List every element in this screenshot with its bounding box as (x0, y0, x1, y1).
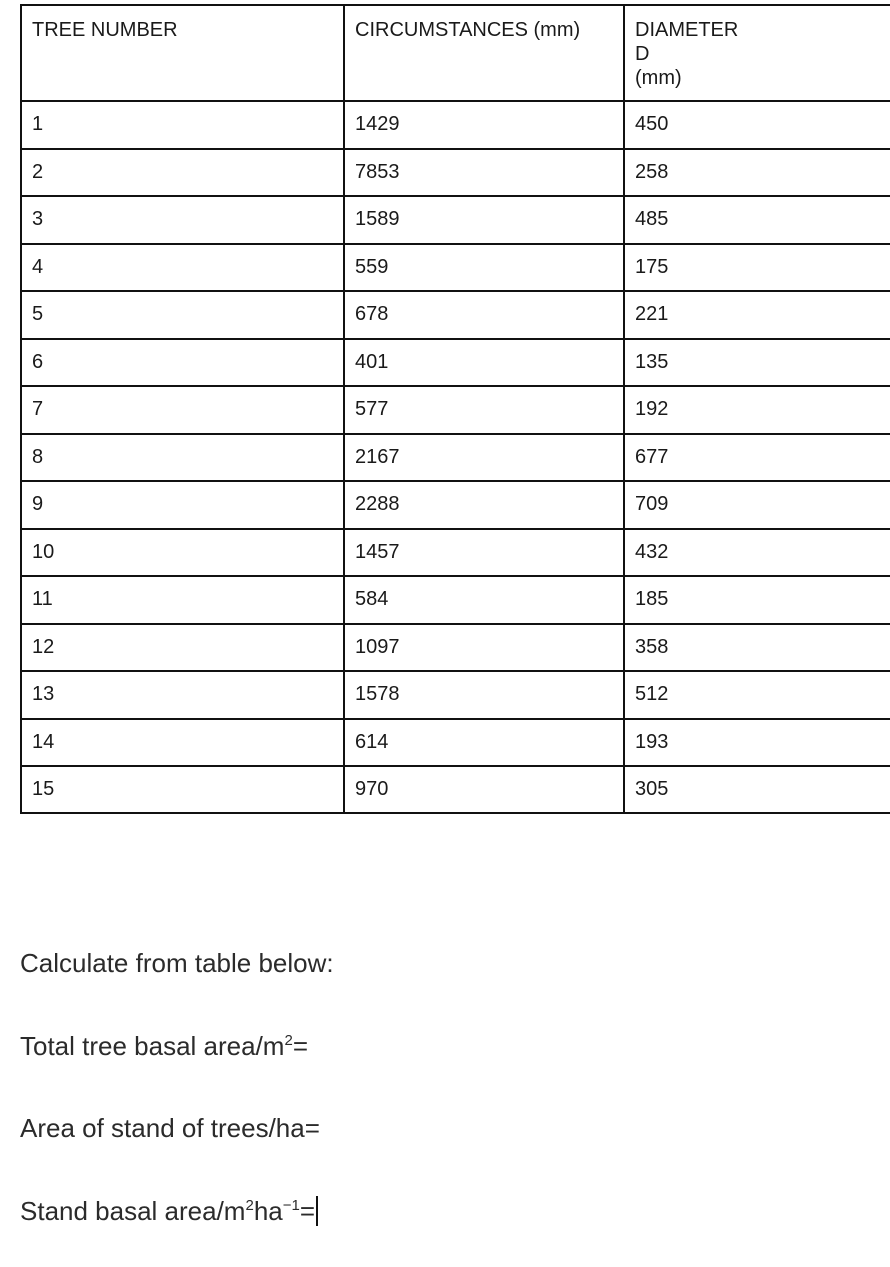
table-row (21, 529, 890, 577)
table-row (21, 244, 890, 292)
cell-tree-number: 1 (21, 101, 344, 149)
cell-circumference: 2288 (344, 481, 624, 529)
cell-diameter: 221 (624, 291, 890, 339)
header-diameter-line1: DIAMETER (635, 19, 739, 41)
cell-circumference: 614 (344, 719, 624, 767)
question-stand-basal-area[interactable] (20, 1188, 318, 1234)
table-row (21, 149, 890, 197)
cell-tree-number: 9 (21, 481, 344, 529)
table-header-row (21, 5, 890, 101)
cell-tree-number: 11 (21, 576, 344, 624)
header-diameter-line2: D (635, 43, 650, 65)
table-body (21, 101, 890, 813)
cell-diameter: 450 (624, 101, 890, 149)
header-circumstances: CIRCUMSTANCES (mm) (344, 5, 624, 101)
table-row (21, 671, 890, 719)
cell-diameter: 432 (624, 529, 890, 577)
cell-tree-number: 10 (21, 529, 344, 577)
cell-circumference: 1457 (344, 529, 624, 577)
cell-diameter: 677 (624, 434, 890, 482)
table-row (21, 386, 890, 434)
total-basal-area-prefix: Total tree basal area/m (20, 1031, 285, 1061)
cell-diameter: 305 (624, 766, 890, 813)
cell-tree-number: 7 (21, 386, 344, 434)
cell-tree-number: 2 (21, 149, 344, 197)
stand-basal-area-suffix: = (299, 1196, 316, 1226)
cell-diameter: 709 (624, 481, 890, 529)
cell-tree-number: 3 (21, 196, 344, 244)
cell-diameter: 485 (624, 196, 890, 244)
question-intro: Calculate from table below: (20, 948, 334, 978)
cell-tree-number: 8 (21, 434, 344, 482)
cell-diameter: 192 (624, 386, 890, 434)
cell-tree-number: 6 (21, 339, 344, 387)
cell-diameter: 135 (624, 339, 890, 387)
stand-basal-area-prefix: Stand basal area/m (20, 1196, 246, 1226)
table-row (21, 101, 890, 149)
table-row (21, 576, 890, 624)
table-row (21, 624, 890, 672)
cell-circumference: 2167 (344, 434, 624, 482)
cell-diameter: 175 (624, 244, 890, 292)
table-row (21, 434, 890, 482)
cell-circumference: 1097 (344, 624, 624, 672)
tree-data-table (20, 4, 890, 814)
total-basal-area-sup: 2 (284, 1032, 293, 1049)
stand-basal-area-sup1: 2 (245, 1197, 254, 1214)
cell-diameter: 185 (624, 576, 890, 624)
cell-tree-number: 15 (21, 766, 344, 813)
table-row (21, 719, 890, 767)
cell-circumference: 1429 (344, 101, 624, 149)
cell-tree-number: 4 (21, 244, 344, 292)
text-cursor (316, 1196, 318, 1226)
cell-tree-number: 5 (21, 291, 344, 339)
table-row (21, 196, 890, 244)
cell-diameter: 193 (624, 719, 890, 767)
cell-circumference: 1578 (344, 671, 624, 719)
header-diameter (624, 5, 890, 101)
stand-basal-area-sup2: −1 (282, 1197, 300, 1214)
cell-circumference: 559 (344, 244, 624, 292)
total-basal-area-suffix: = (292, 1031, 308, 1061)
table-row (21, 339, 890, 387)
cell-diameter: 512 (624, 671, 890, 719)
table-row (21, 481, 890, 529)
question-total-basal-area[interactable] (20, 1023, 308, 1069)
header-diameter-line3: (mm) (635, 67, 682, 89)
cell-circumference: 678 (344, 291, 624, 339)
cell-circumference: 401 (344, 339, 624, 387)
cell-circumference: 970 (344, 766, 624, 813)
cell-circumference: 577 (344, 386, 624, 434)
table-row (21, 291, 890, 339)
cell-diameter: 258 (624, 149, 890, 197)
cell-circumference: 1589 (344, 196, 624, 244)
stand-basal-area-mid: ha (253, 1196, 283, 1226)
cell-circumference: 584 (344, 576, 624, 624)
cell-diameter: 358 (624, 624, 890, 672)
table-row (21, 766, 890, 813)
cell-tree-number: 12 (21, 624, 344, 672)
cell-tree-number: 14 (21, 719, 344, 767)
cell-circumference: 7853 (344, 149, 624, 197)
header-tree-number: TREE NUMBER (21, 5, 344, 101)
question-stand-area[interactable]: Area of stand of trees/ha= (20, 1113, 320, 1143)
cell-tree-number: 13 (21, 671, 344, 719)
